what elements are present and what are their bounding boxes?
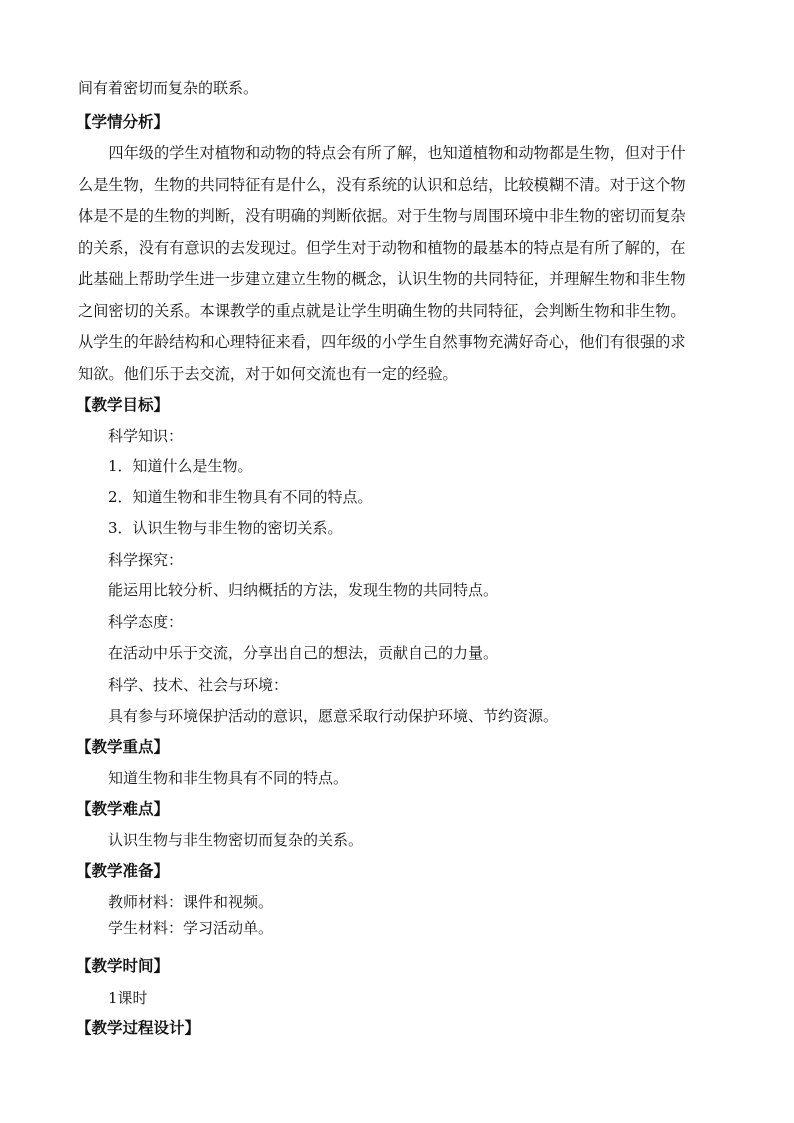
heading-student-analysis: 【学情分析】 bbox=[76, 112, 170, 131]
paragraph-line: 么是生物，生物的共同特征有是什么，没有系统的认识和总结，比较模糊不清。对于这个物 bbox=[78, 175, 686, 194]
heading-teaching-goals: 【教学目标】 bbox=[76, 395, 170, 414]
attitude-label: 科学态度： bbox=[108, 613, 184, 631]
inquiry-text: 能运用比较分析、归纳概括的方法，发现生物的共同特点。 bbox=[108, 581, 499, 599]
heading-preparation: 【教学准备】 bbox=[76, 861, 170, 880]
key-point-text: 知道生物和非生物具有不同的特点。 bbox=[108, 769, 349, 787]
student-analysis-paragraph bbox=[78, 138, 718, 390]
heading-difficulty: 【教学难点】 bbox=[76, 799, 170, 818]
sts-label: 科学、技术、社会与环境： bbox=[108, 676, 289, 694]
heading-teaching-time: 【教学时间】 bbox=[76, 956, 170, 975]
paragraph-line: 从学生的年龄结构和心理特征来看，四年级的小学生自然事物充满好奇心，他们有很强的求 bbox=[78, 333, 686, 351]
paragraph-line: 之间密切的关系。本课教学的重点就是让学生明确生物的共同特征，会判断生物和非生物。 bbox=[78, 301, 686, 320]
teacher-materials: 教师材料：课件和视频。 bbox=[108, 893, 274, 911]
student-materials: 学生材料：学习活动单。 bbox=[108, 919, 274, 937]
knowledge-item: 2．知道生物和非生物具有不同的特点。 bbox=[108, 488, 373, 506]
paragraph-line: 四年级的学生对植物和动物的特点会有所了解，也知道植物和动物都是生物，但对于什 bbox=[78, 144, 686, 162]
knowledge-label: 科学知识： bbox=[108, 427, 184, 445]
paragraph-line: 此基础上帮助学生进一步建立建立生物的概念，认识生物的共同特征，并理解生物和非生物 bbox=[78, 270, 686, 288]
difficulty-text: 认识生物与非生物密切而复杂的关系。 bbox=[108, 831, 364, 849]
heading-teaching-process: 【教学过程设计】 bbox=[76, 1018, 201, 1037]
sts-text: 具有参与环境保护活动的意识，愿意采取行动保护环境、节约资源。 bbox=[108, 707, 559, 725]
paragraph-line: 体是不是的生物的判断，没有明确的判断依据。对于生物与周围环境中非生物的密切而复杂 bbox=[78, 207, 686, 225]
paragraph-line: 知欲。他们乐于去交流，对于如何交流也有一定的经验。 bbox=[78, 364, 458, 383]
inquiry-label: 科学探究： bbox=[108, 551, 184, 569]
continuation-text: 间有着密切而复杂的联系。 bbox=[78, 79, 259, 97]
heading-key-point: 【教学重点】 bbox=[76, 737, 170, 756]
knowledge-item: 1．知道什么是生物。 bbox=[108, 457, 253, 475]
paragraph-line: 的关系，没有有意识的去发现过。但学生对于动物和植物的最基本的特点是有所了解的，在 bbox=[78, 238, 686, 257]
teaching-time-text: 1课时 bbox=[108, 989, 148, 1007]
knowledge-item: 3．认识生物与非生物的密切关系。 bbox=[108, 519, 343, 537]
attitude-text: 在活动中乐于交流，分享出自己的想法，贡献自己的力量。 bbox=[108, 644, 499, 662]
